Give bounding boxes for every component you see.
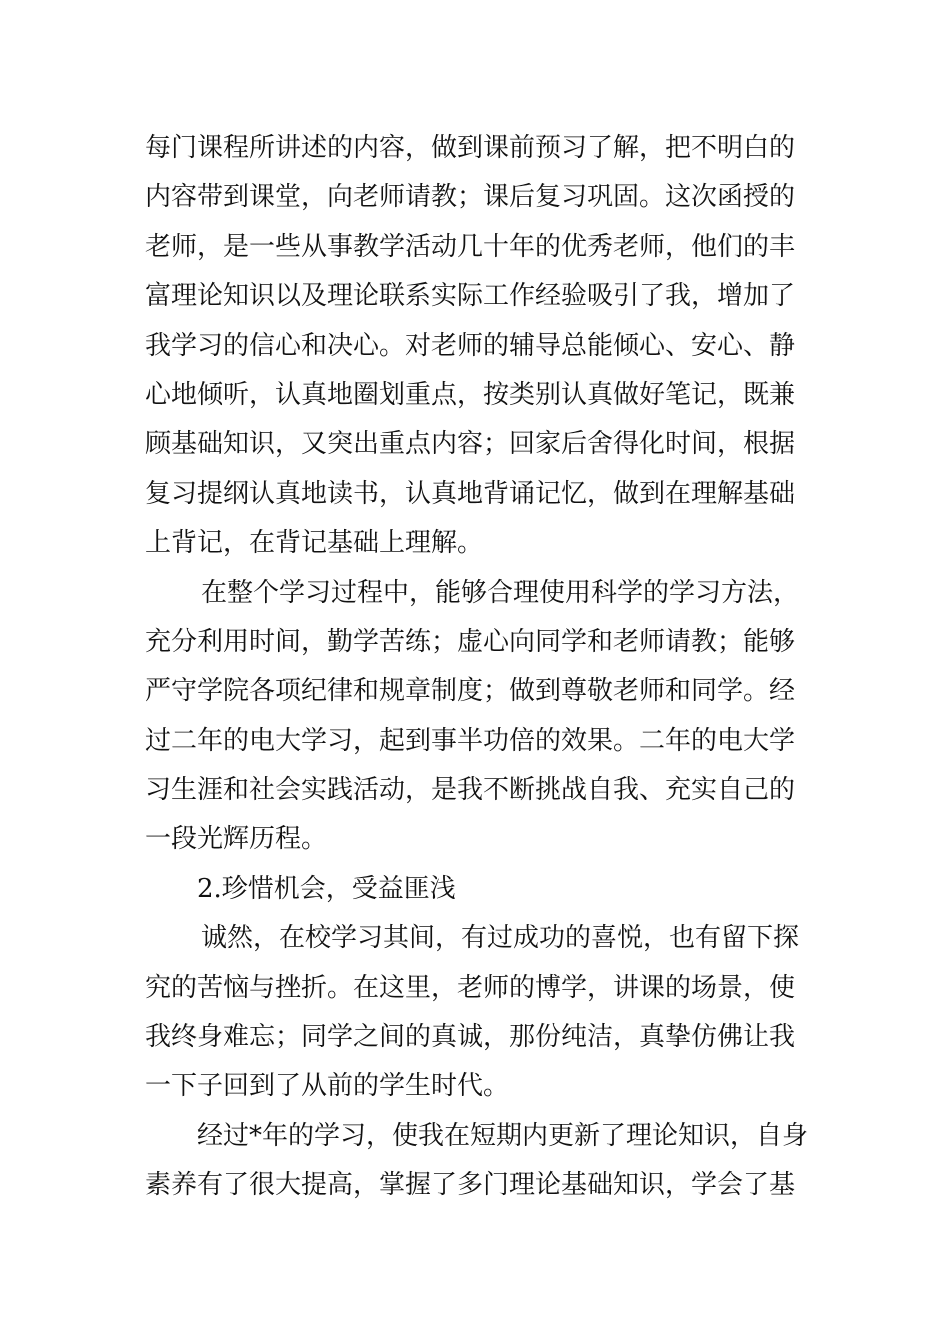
text-line: 每门课程所讲述的内容，做到课前预习了解，把不明白的: [145, 133, 796, 163]
text-line: 顾基础知识，又突出重点内容；回家后舍得化时间，根据: [145, 429, 796, 460]
paragraph-start-line: 诚然，在校学习其间，有过成功的喜悦，也有留下探: [201, 923, 800, 954]
document-body: [145, 124, 825, 1211]
section-heading: 2.珍惜机会，受益匪浅: [197, 873, 456, 904]
paragraph-start-line: 在整个学习过程中，能够合理使用科学的学习方法，: [201, 577, 800, 608]
text-line: 过二年的电大学习，起到事半功倍的效果。二年的电大学: [145, 725, 796, 756]
text-line: 我学习的信心和决心。对老师的辅导总能倾心、安心、静: [145, 330, 796, 361]
text-line: 内容带到课堂，向老师请教；课后复习巩固。这次函授的: [145, 182, 796, 213]
text-line: 心地倾听，认真地圈划重点，按类别认真做好笔记，既兼: [145, 379, 796, 410]
text-line: 上背记，在背记基础上理解。: [145, 528, 484, 559]
paragraph-start-line: 经过*年的学习，使我在短期内更新了理论知识，自身: [197, 1120, 809, 1151]
text-line: 老师，是一些从事教学活动几十年的优秀老师，他们的丰: [145, 231, 796, 262]
text-line: 充分利用时间，勤学苦练；虚心向同学和老师请教；能够: [145, 626, 796, 657]
text-line: 严守学院各项纪律和规章制度；做到尊敬老师和同学。经: [145, 676, 796, 707]
text-line: 我终身难忘；同学之间的真诚，那份纯洁，真挚仿佛让我: [145, 1022, 796, 1053]
text-line: 究的苦恼与挫折。在这里，老师的博学，讲课的场景，使: [145, 972, 796, 1003]
text-line: 富理论知识以及理论联系实际工作经验吸引了我，增加了: [145, 281, 796, 312]
text-line: 复习提纲认真地读书，认真地背诵记忆，做到在理解基础: [145, 478, 796, 509]
text-line: 一段光辉历程。: [145, 824, 328, 855]
text-line: 素养有了很大提高，掌握了多门理论基础知识，学会了基: [145, 1170, 796, 1201]
text-line: 习生涯和社会实践活动，是我不断挑战自我、充实自己的: [145, 775, 796, 806]
text-line: 一下子回到了从前的学生时代。: [145, 1071, 510, 1102]
